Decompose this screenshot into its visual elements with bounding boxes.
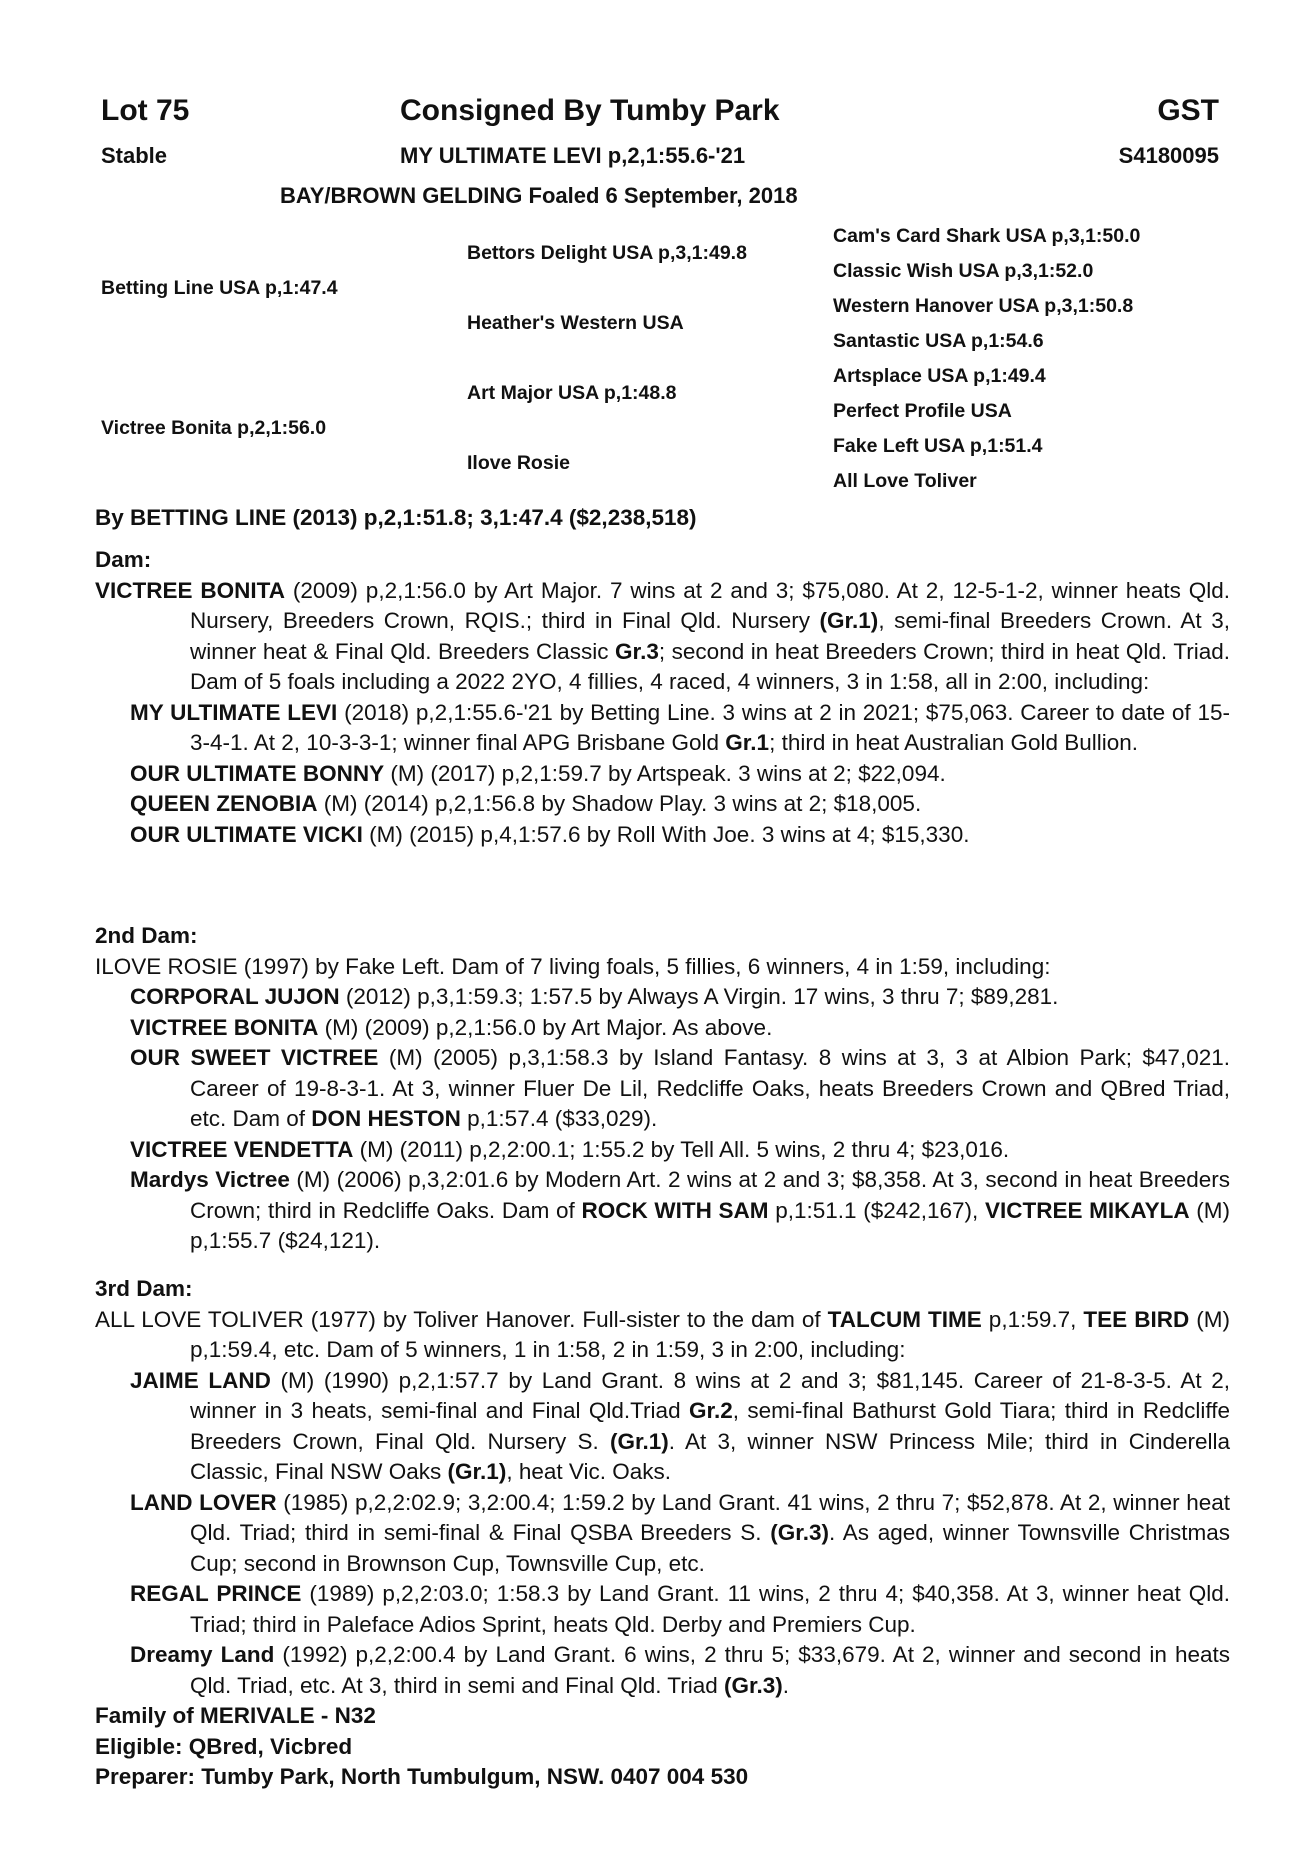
progeny-entry [130, 1013, 1230, 1044]
dam-entry [95, 576, 1230, 698]
grade-label: (Gr.3) [770, 1520, 829, 1545]
progeny-entry [130, 759, 1230, 790]
progeny-text: , heat Vic. Oaks. [506, 1459, 671, 1484]
progeny-entry [130, 789, 1230, 820]
progeny-entry [130, 1043, 1230, 1135]
pedigree-g6: Perfect Profile USA [833, 400, 1012, 422]
progeny-entry [130, 698, 1230, 759]
progeny-entry [130, 820, 1230, 851]
dam-text: (2009) p,2,1:56.0 by Art Major. 7 wins at 2 and 3; $75,080. At 2, 12-5-1-2, winner heats Qld. Nursery, Breeders Crown, RQIS.; third in Final Qld. Nursery [190, 577, 1231, 633]
pedigree-g8: All Love Toliver [833, 470, 977, 492]
grade-label: (Gr.1) [610, 1428, 669, 1454]
pedigree-g1: Cam's Card Shark USA p,3,1:50.0 [833, 225, 1141, 247]
grade-label: Gr.2 [688, 1398, 733, 1423]
progeny-name: MY ULTIMATE LEVI [130, 699, 338, 725]
progeny-text: (2018) p,2,1:55.6-'21 by Betting Line. 3 wins at 2 in 2021; $75,063. Career to date of 15-3-4-1. At 2, 10-3-3-1; winner final APG Brisbane Gold [190, 699, 1230, 755]
progeny-text: (M) p,1:55.7 ($24,121). [190, 1197, 1230, 1253]
progeny-name: DON HESTON [311, 1106, 461, 1131]
progeny-name: Dreamy Land [130, 1642, 275, 1667]
grade-label: Gr.1 [725, 730, 770, 755]
third-dam-intro [95, 1305, 1230, 1366]
second-dam-intro: ILOVE ROSIE (1997) by Fake Left. Dam of 7 living foals, 5 fillies, 6 winners, 4 in 1:59, including: [95, 953, 1051, 979]
horse-name: TEE BIRD [1083, 1306, 1190, 1332]
pedigree-sire: Betting Line USA p,1:47.4 [101, 277, 338, 299]
progeny-text: (M) (2009) p,2,1:56.0 by Art Major. As above. [318, 1014, 773, 1040]
progeny-name: OUR ULTIMATE BONNY [130, 760, 385, 786]
progeny-name: VICTREE BONITA [130, 1014, 319, 1040]
pedigree-g7: Fake Left USA p,1:51.4 [833, 435, 1043, 457]
progeny-text: (M) (2014) p,2,1:56.8 by Shadow Play. 3 wins at 2; $18,005. [317, 791, 922, 816]
third-dam-section [95, 1274, 1230, 1793]
pedigree-dam-sire: Art Major USA p,1:48.8 [467, 382, 677, 404]
grade-label: (Gr.1) [819, 608, 879, 633]
dam-text: , semi-final Breeders Crown. At 3, winner heat & Final Qld. Breeders Classic [190, 608, 1230, 664]
second-dam-section [95, 921, 1230, 1257]
progeny-name: JAIME LAND [130, 1367, 271, 1393]
progeny-name: VICTREE MIKAYLA [984, 1197, 1190, 1223]
progeny-name: OUR ULTIMATE VICKI [130, 821, 363, 847]
pedigree-g4: Santastic USA p,1:54.6 [833, 330, 1044, 352]
progeny-entry [130, 1579, 1230, 1640]
pedigree-dam-dam: Ilove Rosie [467, 452, 570, 474]
progeny-name: REGAL PRINCE [130, 1581, 302, 1606]
progeny-entry [130, 982, 1230, 1013]
eligible-line: Eligible: QBred, Vicbred [95, 1733, 353, 1759]
dam-text: ; second in heat Breeders Crown; third in heat Qld. Triad. Dam of 5 foals including a 2022 2YO, 4 fillies, 4 raced, 4 winners, 3 in 1:58, all in 2:00, including: [190, 638, 1230, 694]
progeny-entry [130, 1366, 1230, 1488]
progeny-entry [130, 1165, 1230, 1257]
pedigree-g5: Artsplace USA p,1:49.4 [833, 365, 1046, 387]
intro-text: (M) p,1:59.4, etc. Dam of 5 winners, 1 in 1:58, 2 in 1:59, 3 in 2:00, including: [190, 1306, 1230, 1362]
progeny-name: CORPORAL JUJON [130, 984, 340, 1009]
stable-label: Stable [101, 143, 168, 168]
progeny-text: (M) (2006) p,3,2:01.6 by Modern Art. 2 wins at 2 and 3; $8,358. At 3, second in heat Breeders Crown; third in Redcliffe Oaks. Dam of [190, 1167, 1230, 1223]
progeny-text: . As aged, winner Townsville Christmas Cup; second in Brownson Cup, Townsville Cup, etc. [190, 1520, 1230, 1576]
horse-name: TALCUM TIME [827, 1306, 982, 1332]
progeny-name: ROCK WITH SAM [581, 1197, 769, 1223]
sire-line: By BETTING LINE (2013) p,2,1:51.8; 3,1:47.4 ($2,238,518) [95, 505, 697, 530]
progeny-text: (M) (1990) p,2,1:57.7 by Land Grant. 8 wins at 2 and 3; $81,145. Career of 21-8-3-5. At 2, winner in 3 heats, semi-final and Final Qld.Triad [190, 1367, 1230, 1423]
progeny-entry [130, 1135, 1230, 1166]
grade-label: (Gr.3) [723, 1672, 783, 1698]
pedigree-g2: Classic Wish USA p,3,1:52.0 [833, 260, 1094, 282]
progeny-entry [130, 1488, 1230, 1580]
progeny-text: (1985) p,2,2:02.9; 3,2:00.4; 1:59.2 by Land Grant. 41 wins, 2 thru 7; $52,878. At 2, winner heat Qld. Triad; third in semi-final & Final QSBA Breeders S. [190, 1489, 1231, 1545]
progeny-name: QUEEN ZENOBIA [130, 791, 318, 816]
grade-label: (Gr.1) [447, 1459, 507, 1484]
progeny-text: (M) (2011) p,2,2:00.1; 1:55.2 by Tell All. 5 wins, 2 thru 4; $23,016. [353, 1136, 1010, 1162]
progeny-text: (M) (2005) p,3,1:58.3 by Island Fantasy. 8 wins at 3, 3 at Albion Park; $47,021. Career of 19-8-3-1. At 3, winner Fluer De Lil, Redcliffe Oaks, heats Breeders Crown and QBred Triad, etc. Dam of [190, 1045, 1230, 1131]
progeny-entry [130, 1640, 1230, 1701]
progeny-text: (1992) p,2,2:00.4 by Land Grant. 6 wins, 2 thru 5; $33,679. At 2, winner and second in heats Qld. Triad, etc. At 3, third in semi and Final Qld. Triad [190, 1642, 1230, 1698]
progeny-text: . At 3, winner NSW Princess Mile; third in Cinderella Classic, Final NSW Oaks [190, 1428, 1231, 1484]
progeny-text: p,1:51.1 ($242,167), [768, 1197, 985, 1223]
dam-section [95, 545, 1230, 850]
grade-label: Gr.3 [615, 638, 659, 664]
progeny-text: (1989) p,2,2:03.0; 1:58.3 by Land Grant. 11 wins, 2 thru 4; $40,358. At 3, winner heat Qld. Triad; third in Paleface Adios Sprint, heats Qld. Derby and Premiers Cup. [190, 1581, 1230, 1637]
intro-text: ALL LOVE TOLIVER (1977) by Toliver Hanover. Full-sister to the dam of [95, 1306, 828, 1332]
sale-code: GST [1157, 94, 1219, 127]
progeny-name: OUR SWEET VICTREE [130, 1045, 379, 1070]
progeny-name: VICTREE VENDETTA [130, 1136, 354, 1162]
progeny-text: . [782, 1672, 790, 1698]
dam-heading: Dam: [95, 547, 152, 572]
horse-title: MY ULTIMATE LEVI p,2,1:55.6-'21 [400, 143, 746, 168]
pedigree-g3: Western Hanover USA p,3,1:50.8 [833, 295, 1134, 317]
progeny-name: LAND LOVER [130, 1489, 277, 1515]
pedigree-dam: Victree Bonita p,2,1:56.0 [101, 417, 327, 439]
progeny-text: ; third in heat Australian Gold Bullion. [769, 730, 1139, 755]
progeny-text: (2012) p,3,1:59.3; 1:57.5 by Always A Virgin. 17 wins, 3 thru 7; $89,281. [339, 984, 1059, 1009]
family-line: Family of MERIVALE - N32 [95, 1703, 376, 1728]
progeny-name: Mardys Victree [130, 1167, 290, 1192]
lot-number: Lot 75 [101, 94, 190, 127]
pedigree-sire-dam: Heather's Western USA [467, 312, 684, 334]
preparer-line: Preparer: Tumby Park, North Tumbulgum, NSW. 0407 004 530 [95, 1764, 749, 1789]
intro-text: p,1:59.7, [981, 1306, 1084, 1332]
third-dam-heading: 3rd Dam: [95, 1276, 193, 1301]
progeny-text: (M) (2015) p,4,1:57.6 by Roll With Joe. 3 wins at 4; $15,330. [362, 821, 970, 847]
id-number: S4180095 [1118, 143, 1219, 168]
dam-name: VICTREE BONITA [95, 577, 285, 603]
progeny-text: (M) (2017) p,2,1:59.7 by Artspeak. 3 wins at 2; $22,094. [384, 760, 946, 786]
consignor: Consigned By Tumby Park [400, 94, 780, 127]
progeny-text: p,1:57.4 ($33,029). [460, 1106, 658, 1131]
pedigree-sire-sire: Bettors Delight USA p,3,1:49.8 [467, 242, 747, 264]
progeny-text: , semi-final Bathurst Gold Tiara; third in Redcliffe Breeders Crown, Final Qld. Nursery S. [190, 1398, 1230, 1454]
horse-description: BAY/BROWN GELDING Foaled 6 September, 2018 [280, 183, 798, 208]
second-dam-heading: 2nd Dam: [95, 923, 198, 948]
